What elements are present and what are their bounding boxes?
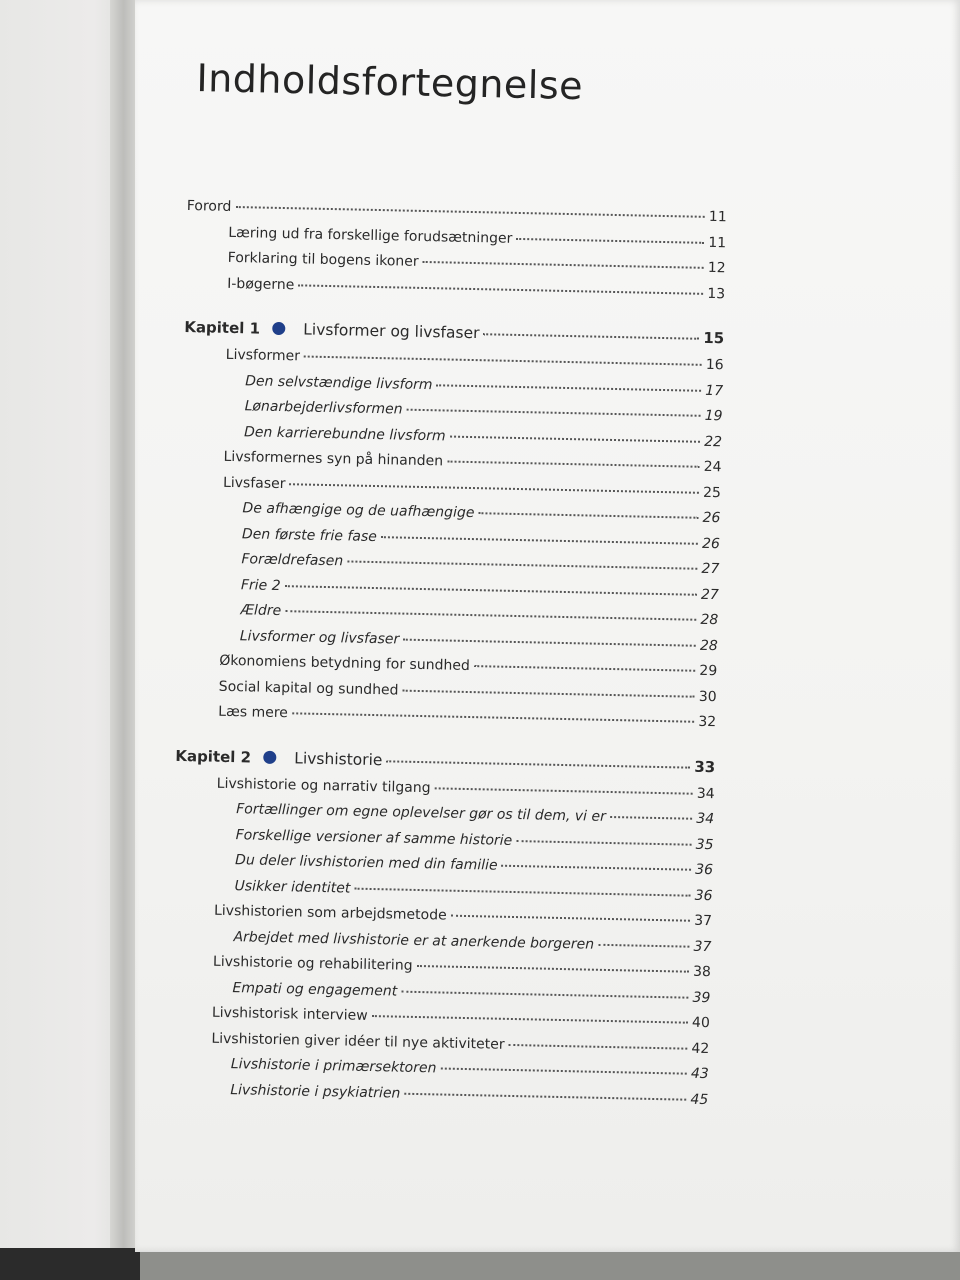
page-number: 32 [698, 713, 717, 731]
toc-entry-label: Arbejdet med livshistorie er at anerkende borgeren [233, 928, 595, 953]
dot-leader [610, 816, 692, 820]
toc-entry-label: Livshistorie og rehabilitering [212, 953, 413, 974]
dot-leader [304, 355, 702, 365]
dot-leader [436, 384, 701, 392]
page-number: 39 [692, 989, 711, 1006]
toc-entry-label: Fortællinger om egne oplevelser gør os til dem, vi er [236, 801, 607, 825]
dot-leader [235, 206, 705, 218]
dot-leader [372, 1015, 688, 1024]
page-number: 42 [691, 1040, 710, 1057]
dot-leader [598, 943, 690, 947]
dot-leader [401, 990, 688, 998]
toc-entry-label: Læring ud fra forskellige forudsætninger [228, 224, 513, 247]
toc-entry-label: Den selvstændige livsform [245, 372, 433, 393]
toc-entry-label: Livshistorie i psykiatrien [230, 1081, 401, 1102]
dot-leader [509, 1043, 688, 1049]
page-title: Indholdsfortegnelse [196, 56, 584, 109]
dot-leader [403, 638, 696, 646]
toc-entry-label: Du deler livshistorien med din familie [234, 852, 498, 874]
toc-entry-label: De afhængige og de uafhængige [242, 500, 475, 522]
chapter-number: Kapitel 1 [184, 317, 261, 338]
toc-entry-label: Empati og engagement [232, 979, 398, 1000]
toc-entry-label: Livshistorie i primærsektoren [230, 1056, 437, 1077]
dot-leader [447, 461, 700, 468]
page-number: 43 [690, 1065, 709, 1083]
dot-leader [292, 712, 695, 722]
toc-entry-label: Livsfaser [222, 474, 286, 492]
page-number: 30 [698, 688, 717, 705]
page-number: 16 [705, 356, 724, 374]
page-number: 37 [693, 938, 712, 955]
toc-entry-label: Frie 2 [240, 576, 281, 594]
dot-leader [451, 915, 691, 922]
dot-leader [474, 665, 696, 672]
page-number: 17 [705, 382, 724, 399]
table-surface [0, 1248, 960, 1280]
page-number: 34 [696, 785, 715, 802]
dot-leader [404, 1092, 686, 1100]
toc-entry-label: Lønarbejderlivsformen [244, 398, 403, 418]
dot-leader [502, 865, 692, 871]
toc-entry-label: Usikker identitet [234, 877, 351, 897]
toc-entry-label: Forord [186, 198, 232, 215]
dot-leader [423, 261, 704, 269]
page-number: 40 [691, 1014, 711, 1032]
chapter-dot-icon [272, 322, 285, 335]
dot-leader [285, 585, 697, 596]
page-number: 35 [695, 836, 714, 853]
dot-leader [483, 333, 699, 340]
page-number: 11 [708, 234, 727, 251]
page-number: 36 [695, 861, 714, 879]
toc-entry-label: Den første frie fase [241, 525, 377, 545]
toc-entry-label: Livshistorien som arbejdsmetode [213, 902, 447, 924]
page-number: 13 [707, 285, 726, 302]
toc-entry-label: Ældre [240, 602, 282, 620]
dot-leader [450, 435, 701, 442]
table-of-contents [168, 198, 727, 1117]
page-number: 27 [701, 560, 720, 578]
toc-entry-label: Økonomiens betydning for sundhed [219, 652, 470, 675]
toc-entry-label: Forældrefasen [241, 551, 344, 570]
facing-page [0, 0, 118, 1250]
book-cover-edge [0, 1248, 140, 1280]
dot-leader [285, 610, 696, 621]
dot-leader [298, 284, 703, 294]
dot-leader [478, 512, 698, 519]
page-number: 15 [703, 328, 725, 348]
toc-entry-label: Livsformernes syn på hinanden [223, 448, 444, 470]
toc-entry-label: Social kapital og sundhed [218, 678, 399, 699]
toc-entry-label: Livshistorie og narrativ tilgang [216, 775, 431, 796]
page-number: 28 [700, 611, 719, 629]
toc-entry-label: Forklaring til bogens ikoner [227, 249, 419, 270]
page-number: 12 [707, 259, 726, 277]
page-number: 37 [693, 912, 713, 930]
page-number: 27 [700, 586, 719, 603]
dot-leader [381, 536, 698, 545]
dot-leader [347, 560, 697, 569]
dot-leader [403, 689, 695, 697]
toc-entry-label: Den karrierebundne livsform [243, 423, 446, 444]
dot-leader [417, 965, 690, 973]
dot-leader [407, 409, 701, 417]
dot-leader [289, 483, 699, 494]
page-number: 33 [694, 757, 716, 776]
chapter-title: Livsformer og livsfaser [303, 320, 480, 343]
page-number: 22 [704, 433, 723, 450]
page-number: 36 [694, 887, 713, 904]
toc-entry-label: Læs mere [218, 703, 289, 722]
toc-entry-label: Livshistorien giver idéer til nye aktiviteter [211, 1030, 505, 1053]
page-number: 29 [699, 662, 718, 680]
page-number: 45 [690, 1091, 709, 1108]
toc-entry-label: Livsformer [225, 346, 301, 365]
page-number: 26 [701, 535, 721, 552]
page-number: 24 [703, 458, 722, 476]
page-number: 34 [696, 810, 715, 828]
toc-entry-label: Forskellige versioner af samme historie [235, 826, 513, 849]
dot-leader [516, 237, 704, 243]
dot-leader [435, 787, 693, 794]
chapter-number: Kapitel 2 [175, 746, 252, 766]
page-number: 26 [702, 509, 721, 527]
page-number: 25 [702, 484, 722, 501]
dot-leader [440, 1067, 687, 1074]
toc-entry-label: I-bøgerne [227, 275, 295, 293]
dot-leader [386, 760, 690, 768]
page-number: 28 [699, 637, 718, 654]
page-number: 19 [704, 407, 723, 425]
chapter-title: Livshistorie [294, 748, 383, 769]
page-number: 11 [708, 208, 727, 226]
dot-leader [516, 840, 692, 846]
dot-leader [354, 887, 690, 896]
toc-entry-label: Livshistorisk interview [211, 1004, 368, 1024]
contents-page [135, 0, 960, 1252]
page-number: 38 [692, 963, 712, 981]
toc-entry-label: Livsformer og livsfaser [239, 627, 400, 648]
chapter-dot-icon [263, 750, 276, 763]
